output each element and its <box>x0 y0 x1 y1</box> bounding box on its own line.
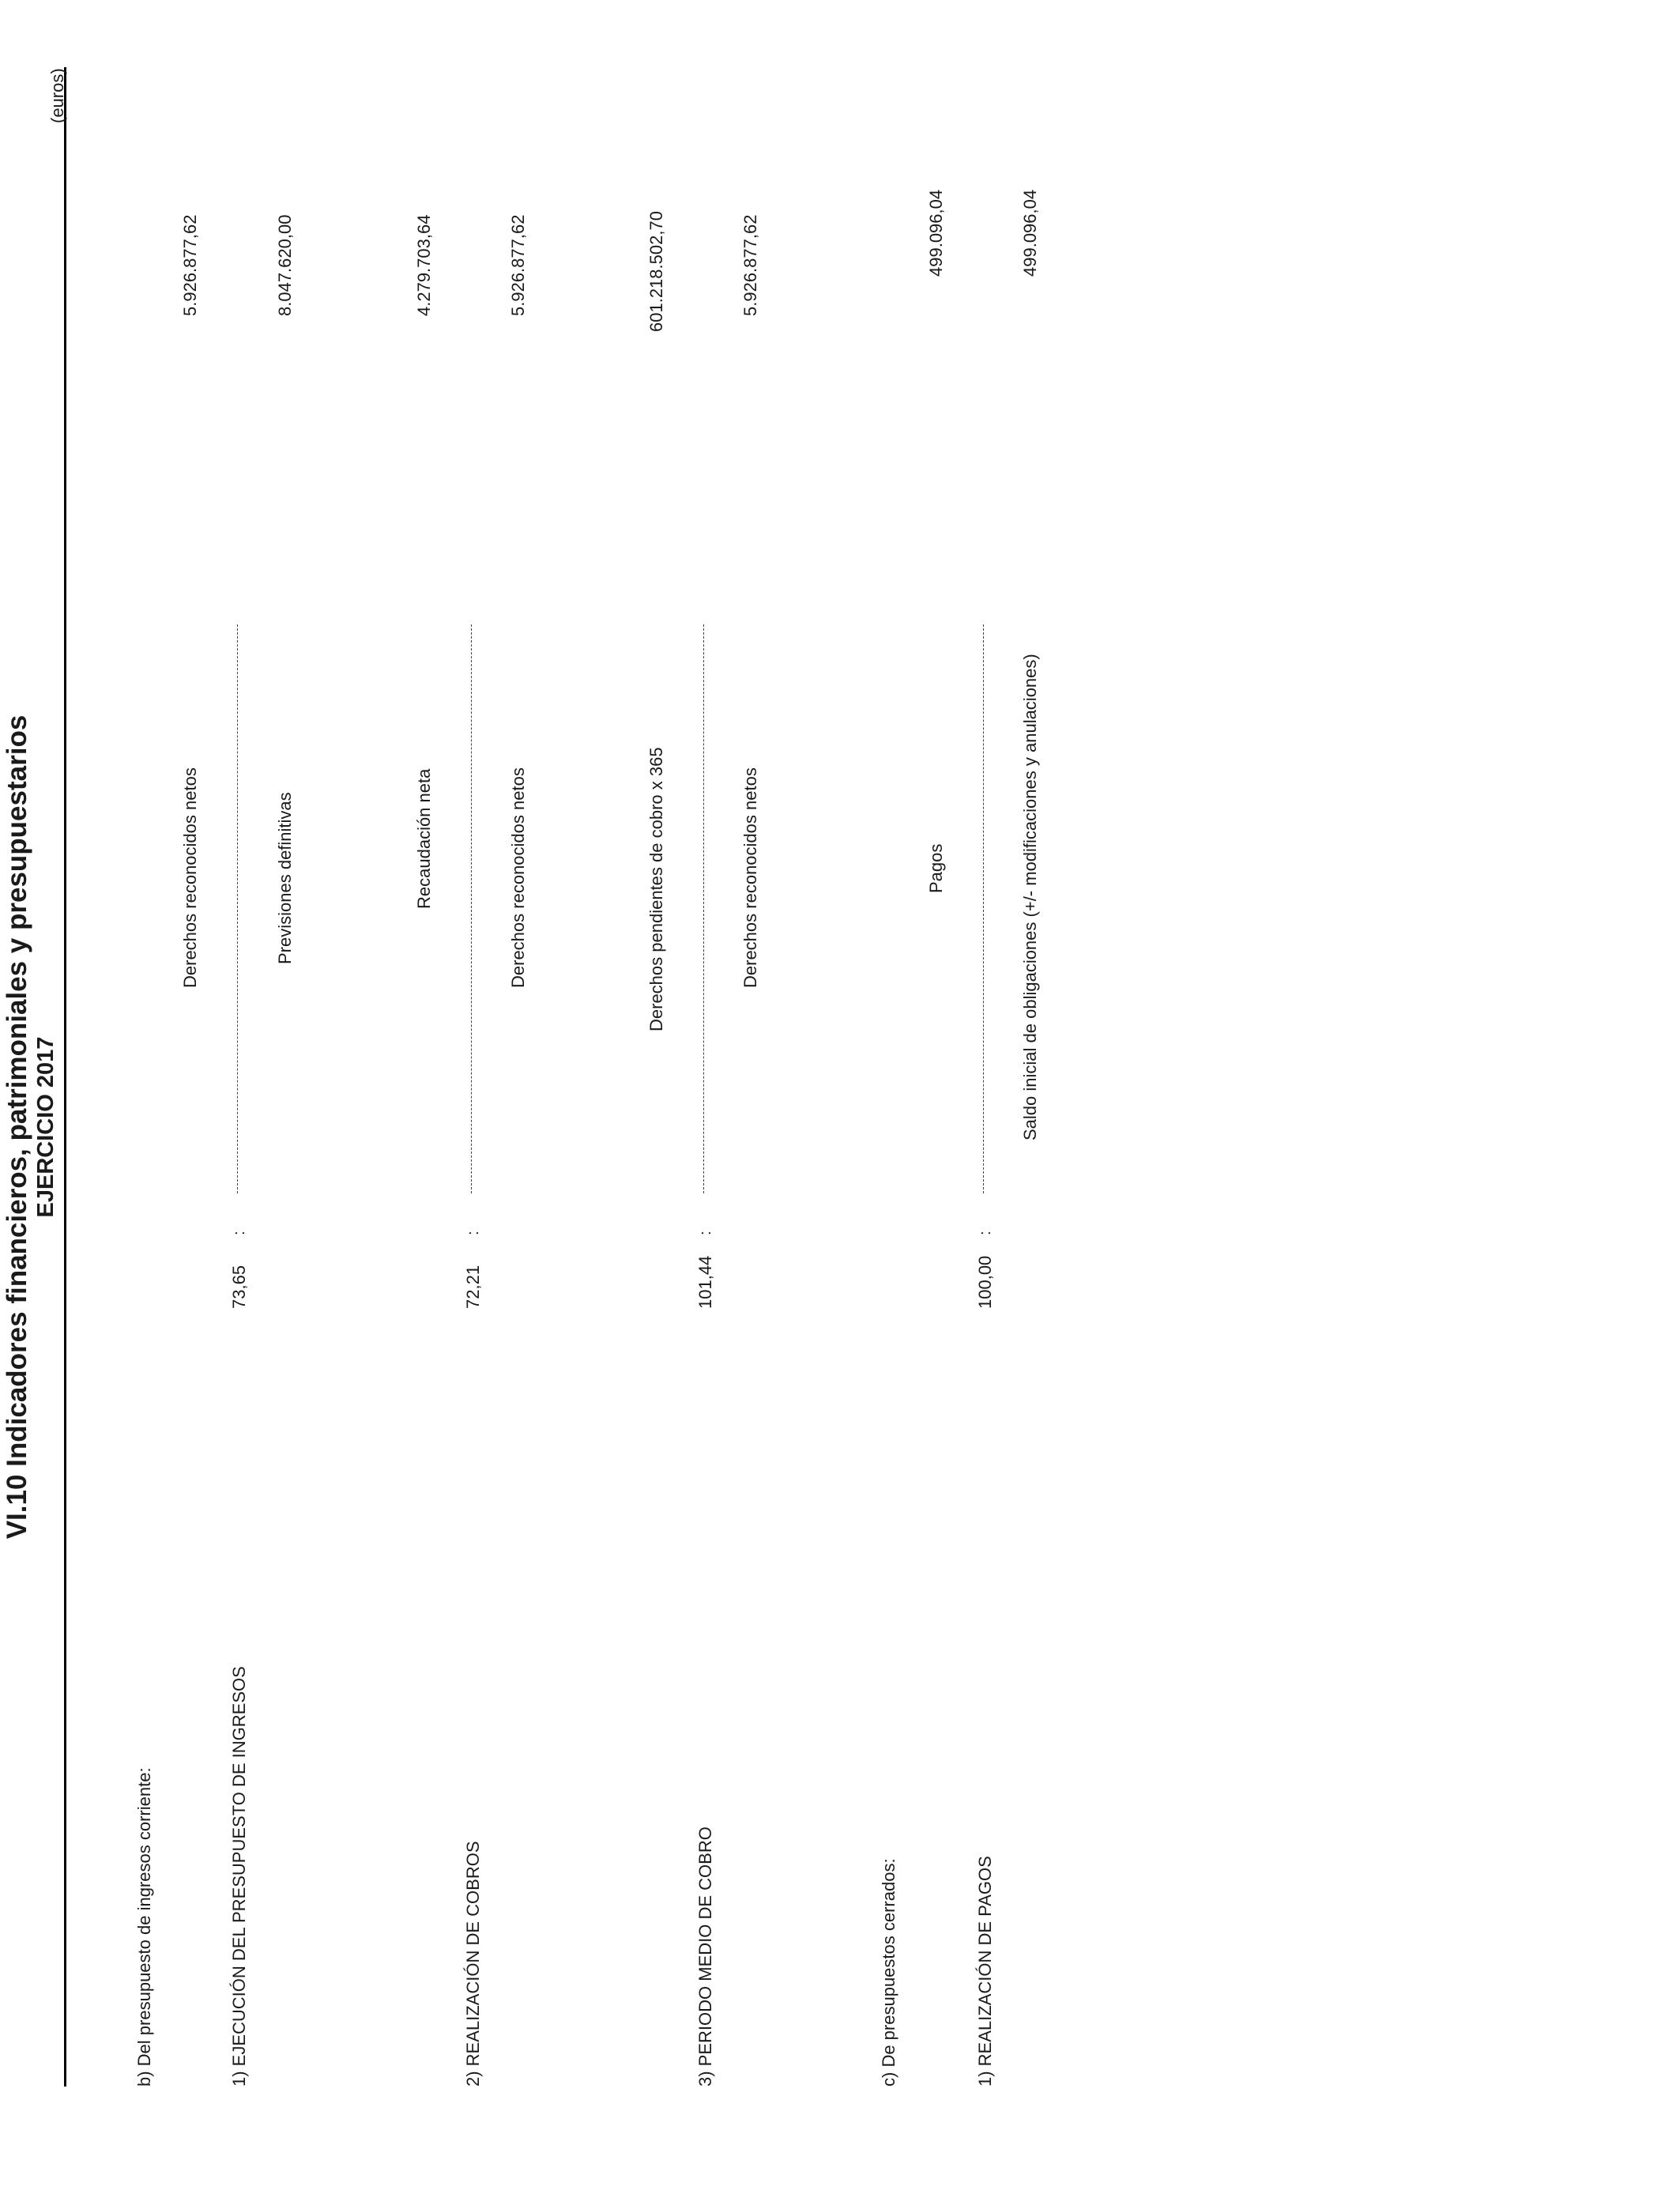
indicator-name: 1) EJECUCIÓN DEL PRESUPUESTO DE INGRESOS <box>229 1666 249 2087</box>
fraction-line <box>983 624 984 1193</box>
denominator-value: 8.047.620,00 <box>275 214 295 316</box>
numerator-value: 5.926.877,62 <box>180 214 200 316</box>
indicator-name: 2) REALIZACIÓN DE COBROS <box>463 1841 483 2087</box>
denominator-label: Derechos reconocidos netos <box>740 767 760 988</box>
indicator-value: 101,44 <box>695 1255 715 1309</box>
fraction-line <box>703 624 704 1193</box>
section-c-label: c) De presupuestos cerrados: <box>879 1858 898 2087</box>
fraction-line <box>471 624 472 1193</box>
indicator-value: 73,65 <box>229 1265 249 1309</box>
denominator-label: Saldo inicial de obligaciones (+/- modificaciones y anulaciones) <box>1020 654 1040 1140</box>
numerator-value: 601.218.502,70 <box>646 211 666 332</box>
header-rule <box>64 67 66 2087</box>
indicator-separator: : <box>697 1231 714 1235</box>
indicator-name: 3) PERIODO MEDIO DE COBRO <box>695 1826 715 2087</box>
denominator-value: 5.926.877,62 <box>740 214 760 316</box>
section-b-label: b) Del presupuesto de ingresos corriente: <box>134 1767 154 2087</box>
fraction-line <box>237 624 238 1193</box>
denominator-value: 499.096,04 <box>1020 189 1040 277</box>
denominator-label: Derechos reconocidos netos <box>508 767 528 988</box>
units-label: (euros) <box>47 68 67 123</box>
numerator-label: Derechos reconocidos netos <box>180 767 200 988</box>
numerator-value: 4.279.703,64 <box>414 214 434 316</box>
indicator-separator: : <box>231 1231 248 1235</box>
numerator-label: Recaudación neta <box>414 768 434 909</box>
denominator-label: Previsiones definitivas <box>275 792 295 964</box>
indicator-name: 1) REALIZACIÓN DE PAGOS <box>975 1856 995 2087</box>
indicator-separator: : <box>977 1231 994 1235</box>
indicator-value: 72,21 <box>463 1265 483 1309</box>
numerator-label: Pagos <box>926 843 946 893</box>
numerator-value: 499.096,04 <box>926 189 946 277</box>
page-title: VI.10 Indicadores financieros, patrimoniales y presupuestarios <box>2 714 32 1540</box>
indicator-value: 100,00 <box>975 1255 995 1309</box>
indicator-separator: : <box>465 1231 482 1235</box>
numerator-label: Derechos pendientes de cobro x 365 <box>646 747 666 1031</box>
page-subtitle: EJERCICIO 2017 <box>33 1036 58 1218</box>
denominator-value: 5.926.877,62 <box>508 214 528 316</box>
